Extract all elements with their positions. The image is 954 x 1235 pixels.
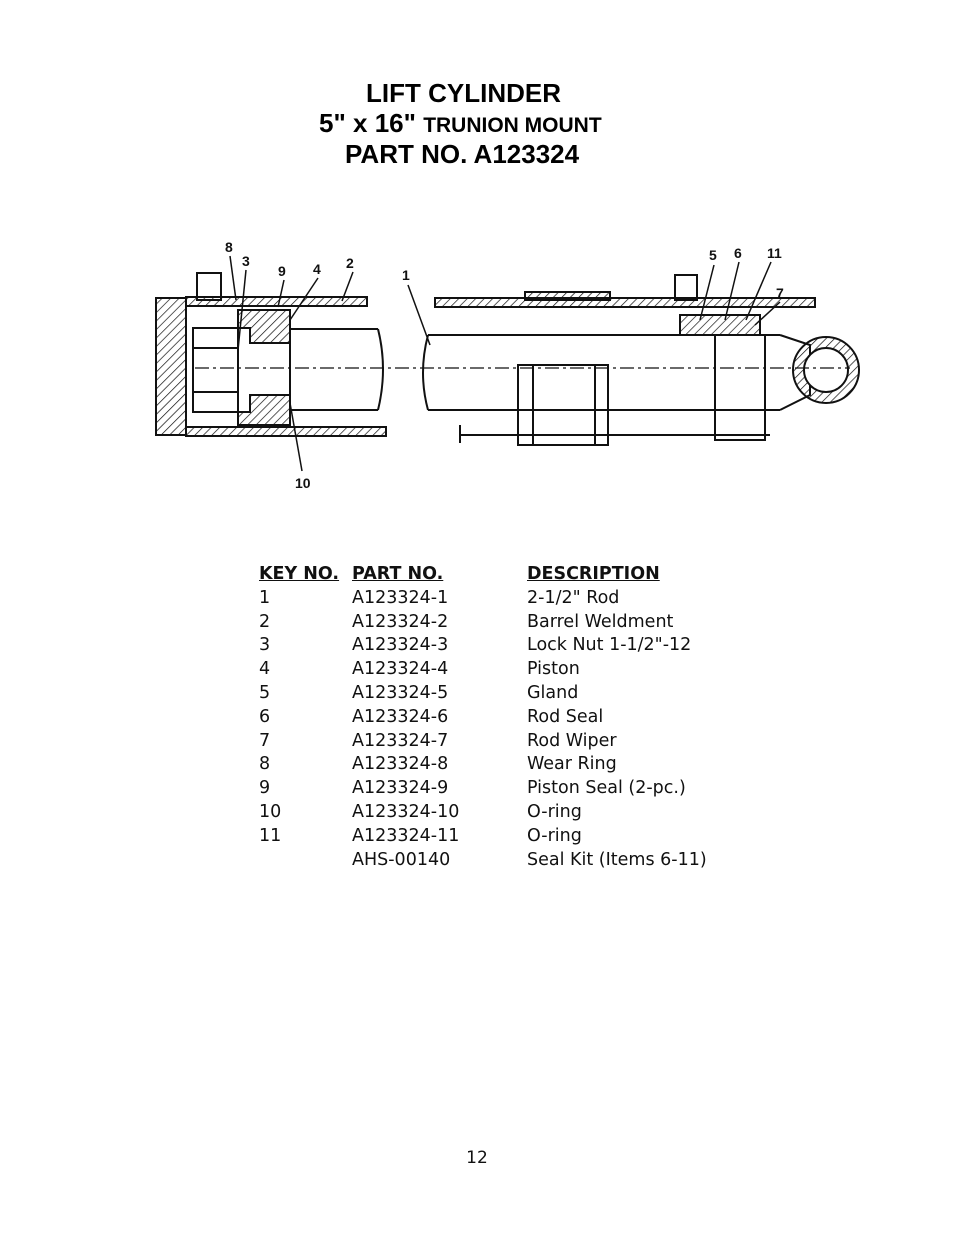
callout-9: 9 bbox=[278, 263, 286, 279]
key-cell: 9 bbox=[259, 778, 271, 799]
callout-5: 5 bbox=[709, 247, 717, 263]
barrel-wall-top-left bbox=[186, 297, 367, 306]
port-fitting-left bbox=[197, 273, 221, 300]
title-part-number: PART NO. A123324 bbox=[345, 139, 580, 169]
description-cell: Gland bbox=[527, 682, 579, 703]
key-cell: 10 bbox=[259, 801, 282, 822]
callout-11: 11 bbox=[767, 245, 782, 261]
title-line-2 bbox=[319, 108, 602, 139]
description-cell: Barrel Weldment bbox=[527, 611, 674, 632]
page-number: 12 bbox=[466, 1148, 488, 1168]
callout-4: 4 bbox=[313, 261, 321, 277]
description-cell: Wear Ring bbox=[527, 754, 617, 775]
callout-7: 7 bbox=[776, 285, 784, 301]
key-cell: 11 bbox=[259, 825, 282, 846]
header-description: DESCRIPTION bbox=[527, 564, 660, 584]
header-part-no: PART NO. bbox=[352, 564, 444, 584]
description-cell: Lock Nut 1-1/2"-12 bbox=[527, 635, 692, 656]
lock-nut bbox=[193, 328, 238, 412]
part-cell: A123324-7 bbox=[352, 730, 449, 751]
description-cell: Rod Seal bbox=[527, 706, 604, 727]
callout-10: 10 bbox=[295, 475, 311, 491]
trunion-plate bbox=[525, 292, 610, 300]
key-cell: 6 bbox=[259, 706, 271, 727]
gland bbox=[680, 315, 760, 335]
part-cell: AHS-00140 bbox=[352, 849, 451, 870]
description-cell: Seal Kit (Items 6-11) bbox=[527, 849, 707, 870]
key-cell: 5 bbox=[259, 682, 271, 703]
description-cell: O-ring bbox=[527, 825, 582, 846]
part-cell: A123324-6 bbox=[352, 706, 449, 727]
mount-type: TRUNION MOUNT bbox=[423, 114, 602, 137]
part-cell: A123324-3 bbox=[352, 635, 449, 656]
description-cell: Rod Wiper bbox=[527, 730, 617, 751]
title-line-1: LIFT CYLINDER bbox=[366, 78, 561, 108]
barrel-wall-bottom-left bbox=[186, 427, 386, 436]
part-cell: A123324-5 bbox=[352, 682, 449, 703]
barrel-wall-top-right bbox=[435, 298, 815, 307]
part-cell: A123324-4 bbox=[352, 659, 449, 680]
key-cell: 1 bbox=[259, 587, 271, 608]
part-cell: A123324-1 bbox=[352, 587, 449, 608]
key-cell: 3 bbox=[259, 635, 271, 656]
part-cell: A123324-9 bbox=[352, 778, 449, 799]
key-cell: 8 bbox=[259, 754, 271, 775]
description-cell: 2-1/2" Rod bbox=[527, 587, 620, 608]
part-cell: A123324-8 bbox=[352, 754, 449, 775]
port-fitting-right bbox=[675, 275, 697, 300]
description-cell: Piston Seal (2-pc.) bbox=[527, 778, 686, 799]
part-cell: A123324-2 bbox=[352, 611, 449, 632]
key-cell: 4 bbox=[259, 659, 271, 680]
end-cap bbox=[156, 298, 186, 435]
header-key-no: KEY NO. bbox=[259, 564, 340, 584]
description-cell: Piston bbox=[527, 659, 580, 680]
cylinder-size: 5" x 16" bbox=[319, 108, 416, 138]
callout-2: 2 bbox=[346, 255, 354, 271]
part-cell: A123324-10 bbox=[352, 801, 460, 822]
description-cell: O-ring bbox=[527, 801, 582, 822]
callout-1: 1 bbox=[402, 267, 410, 283]
callout-6: 6 bbox=[734, 245, 742, 261]
callout-3: 3 bbox=[242, 253, 250, 269]
key-cell: 2 bbox=[259, 611, 271, 632]
callout-8: 8 bbox=[225, 239, 233, 255]
part-cell: A123324-11 bbox=[352, 825, 460, 846]
key-cell: 7 bbox=[259, 730, 271, 751]
cylinder-cutaway-diagram bbox=[150, 225, 870, 495]
